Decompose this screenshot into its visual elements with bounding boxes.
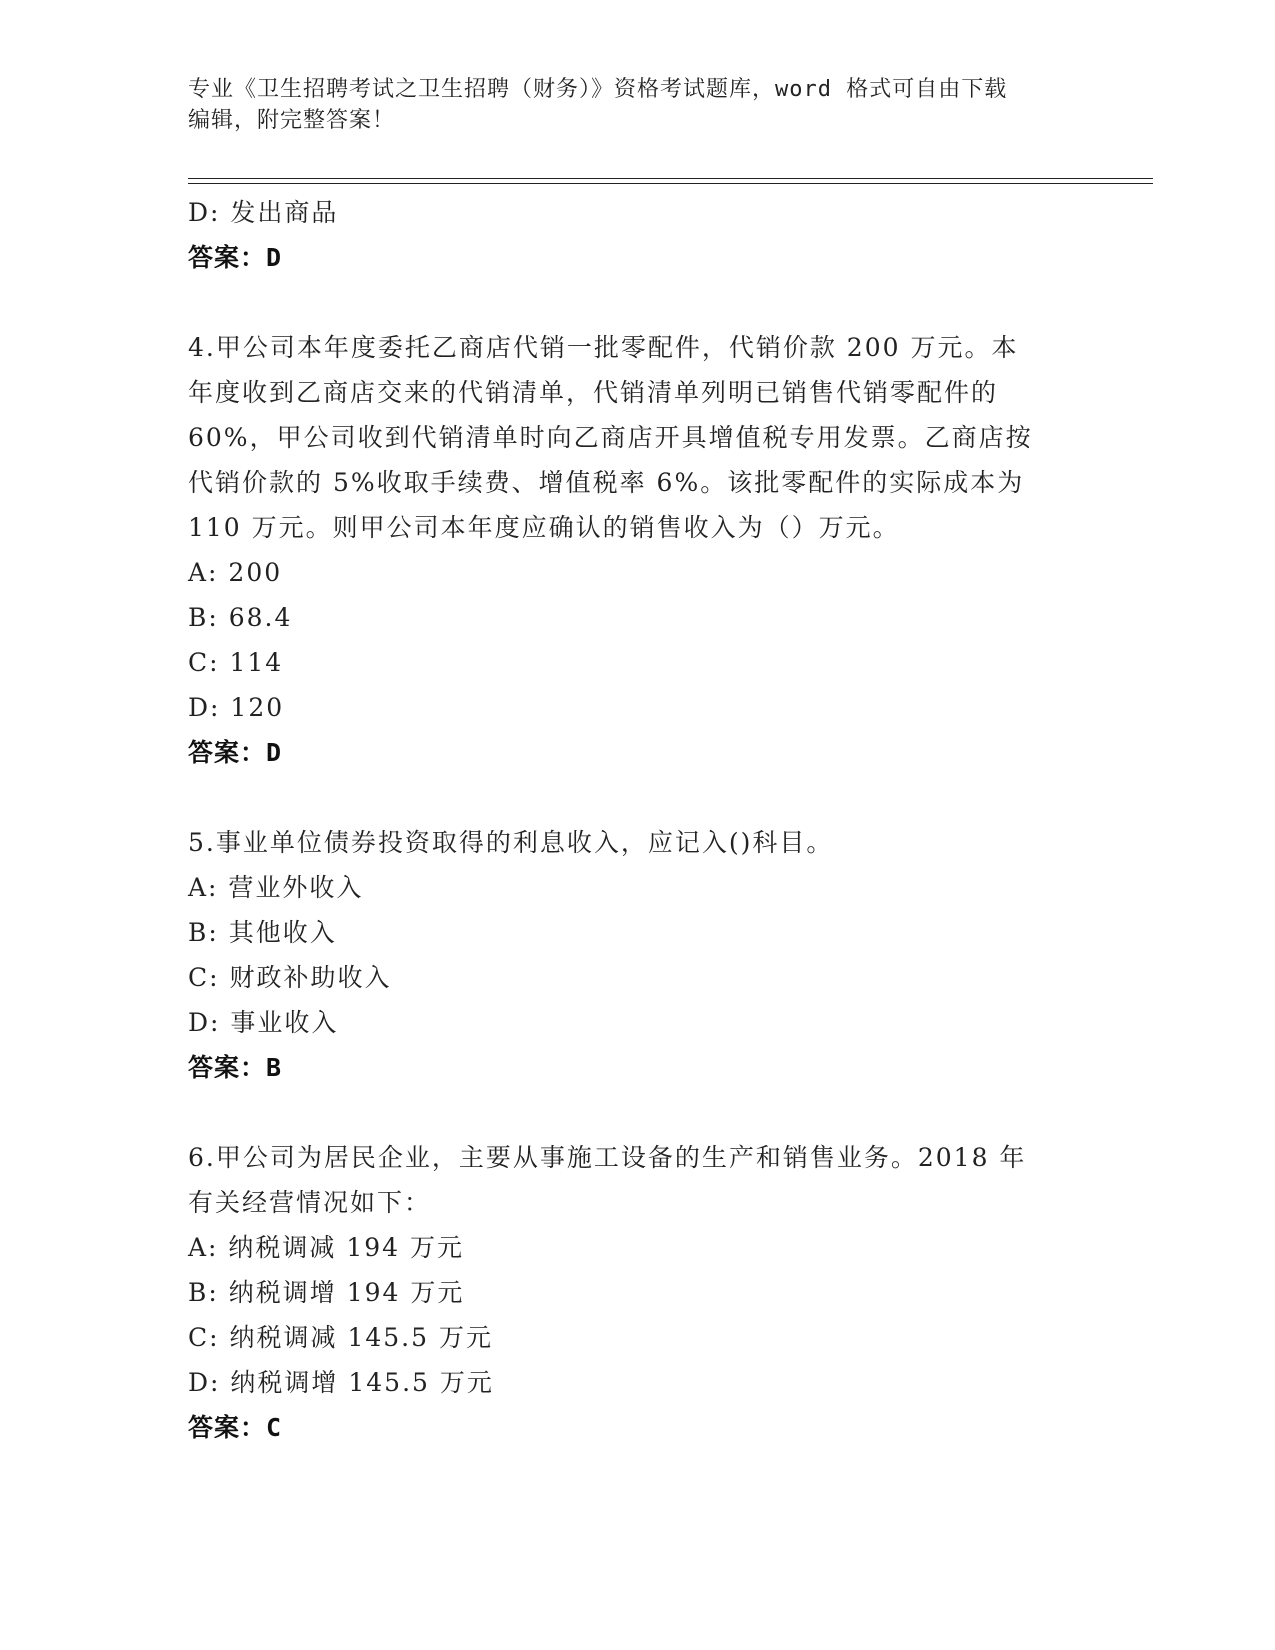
option-d: D: 发出商品 <box>188 198 339 227</box>
option-d: D: 纳税调增 145.5 万元 <box>188 1368 494 1397</box>
option-a: A: 200 <box>188 558 283 587</box>
stem-line: 60%，甲公司收到代销清单时向乙商店开具增值税专用发票。乙商店按 <box>188 423 1033 452</box>
header-divider-bottom <box>188 183 1153 184</box>
stem-line: 110 万元。则甲公司本年度应确认的销售收入为（）万元。 <box>188 513 900 542</box>
header-divider-top <box>188 178 1153 179</box>
question-3-tail <box>188 190 1088 280</box>
stem-line: 代销价款的 5%收取手续费、增值税率 6%。该批零配件的实际成本为 <box>188 468 1025 497</box>
answer-line: 答案：C <box>188 1413 283 1442</box>
question-stem <box>188 325 1068 550</box>
question-stem <box>188 1135 1068 1225</box>
question-5 <box>188 820 1088 1090</box>
answer-line: 答案：D <box>188 243 283 272</box>
option-d: D: 120 <box>188 693 285 722</box>
stem-line: 有关经营情况如下： <box>188 1188 432 1217</box>
question-4 <box>188 325 1088 775</box>
option-a: A: 营业外收入 <box>188 873 364 902</box>
spacer <box>188 280 1088 325</box>
header-line-1: 专业《卫生招聘考试之卫生招聘（财务）》资格考试题库，word 格式可自由下载 <box>188 77 1008 102</box>
document-header <box>188 74 1088 136</box>
header-line-2: 编辑，附完整答案！ <box>188 108 396 133</box>
option-c: C: 纳税调减 145.5 万元 <box>188 1323 493 1352</box>
option-c: C: 114 <box>188 648 284 677</box>
stem-line: 4.甲公司本年度委托乙商店代销一批零配件，代销价款 200 万元。本 <box>188 333 1019 362</box>
question-6 <box>188 1135 1088 1450</box>
spacer <box>188 775 1088 820</box>
option-d: D: 事业收入 <box>188 1008 339 1037</box>
answer-line: 答案：D <box>188 738 283 767</box>
option-a: A: 纳税调减 194 万元 <box>188 1233 465 1262</box>
option-b: B: 纳税调增 194 万元 <box>188 1278 465 1307</box>
stem-line: 年度收到乙商店交来的代销清单，代销清单列明已销售代销零配件的 <box>188 378 999 407</box>
stem-line: 6.甲公司为居民企业，主要从事施工设备的生产和销售业务。2018 年 <box>188 1143 1027 1172</box>
option-c: C: 财政补助收入 <box>188 963 392 992</box>
question-list <box>188 190 1088 1450</box>
spacer <box>188 1090 1088 1135</box>
option-b: B: 其他收入 <box>188 918 337 947</box>
question-stem: 5.事业单位债券投资取得的利息收入，应记入()科目。 <box>188 828 834 857</box>
answer-line: 答案：B <box>188 1053 283 1082</box>
option-b: B: 68.4 <box>188 603 293 632</box>
